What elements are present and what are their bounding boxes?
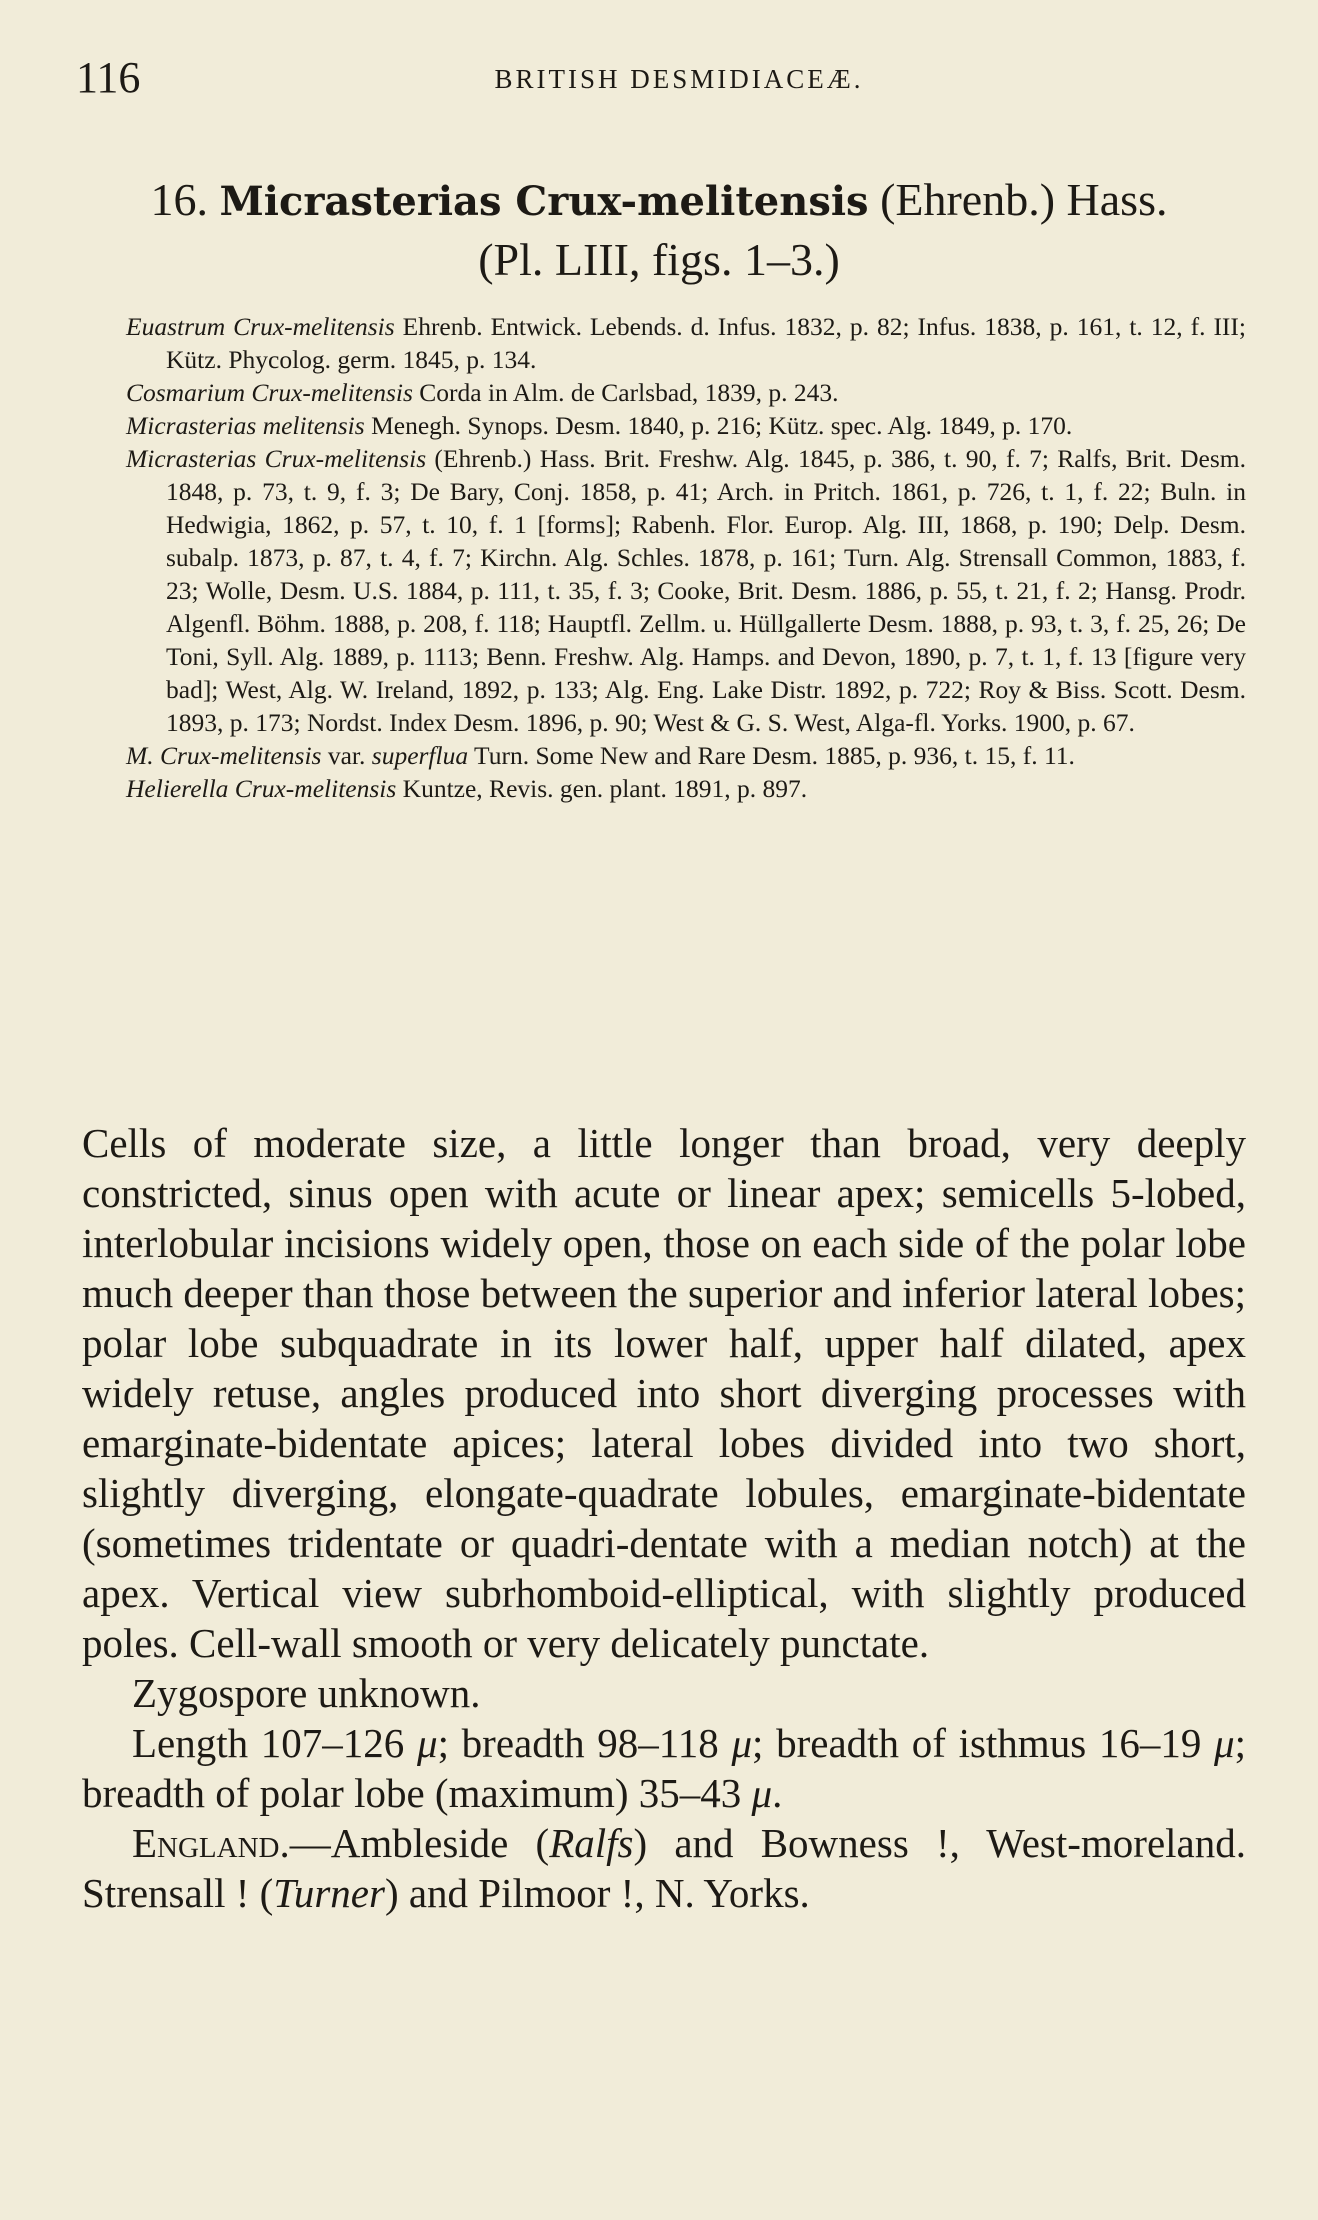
dimension-text: ; breadth 98–118 [437,1720,732,1766]
zygospore-note: Zygospore unknown. [132,1670,481,1716]
dimension-text: ; breadth of isthmus 16–19 [752,1720,1215,1766]
synonym-citation: (Ehrenb.) Hass. Brit. Freshw. Alg. 1845, p. 386, t. 90, f. 7; Ralfs, Brit. Desm. 1848, p. 73, t. 9, f. 3; De Bary, Conj. 1858, p. 41; Arch. in Pritch. 1861, p. 726, t. 1, f. 22; Buln. in Hedwigia, 1862, p. 57, t. 10, f. 1 [forms]; Rabenh. Flor. Europ. Alg. III, 1868, p. 190; Delp. Desm. subalp. 1873, p. 87, t. 4, f. 7; Kirchn. Alg. Schles. 1878, p. 161; Turn. Alg. Strensall Common, 1883, f. 23; Wolle, Desm. U.S. 1884, p. 111, t. 35, f. 3; Cooke, Brit. Desm. 1886, p. 55, t. 21, f. 2; Hansg. Prodr. Algenfl. Böhm. 1888, p. 208, f. 118; Hauptfl. Zellm. u. Hüllgallerte Desm. 1888, p. 93, t. 3, f. 25, 26; De Toni, Syll. Alg. 1889, p. 1113; Benn. Freshw. Alg. Hamps. and Devon, 1890, p. 7, t. 1, f. 13 [figure very bad]; West, Alg. W. Ireland, 1892, p. 133; Alg. Eng. Lake Distr. 1892, p. 722; Roy & Biss. Scott. Desm. 1893, p. 173; Nordst. Index Desm. 1896, p. 90; West & G. S. West, Alga-fl. Yorks. 1900, p. 67. [166,444,1246,737]
synonym-citation: Ehrenb. Entwick. Lebends. d. Infus. 1832, p. 82; Infus. 1838, p. 161, t. 12, f. III; Kütz. Phycolog. germ. 1845, p. 134. [166,312,1247,374]
synonym-connector: var. [321,741,372,770]
dimensions-paragraph [82,1718,1246,1818]
page-header [76,52,1242,102]
synonym-taxon: M. Crux-melitensis [126,741,322,770]
species-name: Micrasterias Crux-melitensis [219,178,869,225]
synonym-variety: superflua [371,741,469,770]
distribution-text: ) and Pilmoor !, N. Yorks. [384,1870,810,1916]
synonymy-list [126,310,1246,805]
synonym-taxon: Cosmarium Crux-melitensis [126,378,413,407]
synonym-citation: Corda in Alm. de Carlsbad, 1839, p. 243. [412,378,839,407]
description-paragraph: Cells of moderate size, a little longer than broad, very deeply constricted, sinus open with acute or linear apex; semicells 5-lobed, interlobular incisions widely open, those on each side of the polar lobe much deeper than those between the superior and inferior lateral lobes; polar lobe subquadrate in its lower half, upper half dilated, apex widely retuse, angles produced into short diverging processes with emarginate-bidentate apices; lateral lobes divided into two short, slightly diverging, elongate-quadrate lobules, emarginate-bidentate (sometimes tridentate or quadri-dentate with a median notch) at the apex. Vertical view subrhomboid-elliptical, with slightly produced poles. Cell-wall smooth or very delicately punctate. [82,1120,1246,1666]
synonymy-entry [126,739,1246,772]
synonym-taxon: Helierella Crux-melitensis [126,774,397,803]
synonym-citation: Kuntze, Revis. gen. plant. 1891, p. 897. [396,774,808,803]
synonym-taxon: Micrasterias Crux-melitensis [126,444,427,473]
dimension-text: ; breadth of polar lobe (maximum) 35–43 [82,1720,1247,1816]
running-head: BRITISH DESMIDIACEÆ. [494,64,864,94]
micron-symbol: μ [731,1720,753,1766]
country-name: England [132,1820,280,1866]
species-number: 16. [150,174,209,225]
collector-name: Turner [273,1870,385,1916]
species-title [76,172,1242,230]
page-number: 116 [76,53,141,102]
distribution-paragraph [82,1818,1246,1918]
synonym-taxon: Euastrum Crux-melitensis [126,312,395,341]
micron-symbol: μ [1214,1720,1235,1766]
species-description [82,1118,1246,1918]
synonymy-entry [126,442,1246,739]
distribution-text: ) and Bowness !, West-moreland. Strensall ! ( [82,1820,1246,1916]
synonymy-entry [126,409,1246,442]
distribution-text: .—Ambleside ( [279,1820,550,1866]
dimension-text: . [772,1770,783,1816]
collector-name: Ralfs [549,1820,634,1866]
synonymy-entry [126,376,1246,409]
species-heading [76,172,1242,290]
synonymy-entry [126,310,1246,376]
dimension-text: Length 107–126 [132,1720,417,1766]
synonym-citation: Menegh. Synops. Desm. 1840, p. 216; Kütz. spec. Alg. 1849, p. 170. [364,411,1073,440]
synonym-citation: Turn. Some New and Rare Desm. 1885, p. 936, t. 15, f. 11. [468,741,1075,770]
species-authority: (Ehrenb.) Hass. [880,174,1168,225]
micron-symbol: μ [417,1720,438,1766]
micron-symbol: μ [751,1770,773,1816]
synonymy-entry [126,772,1246,805]
synonym-taxon: Micrasterias melitensis [126,411,365,440]
plate-reference: (Pl. LIII, figs. 1–3.) [478,234,840,285]
